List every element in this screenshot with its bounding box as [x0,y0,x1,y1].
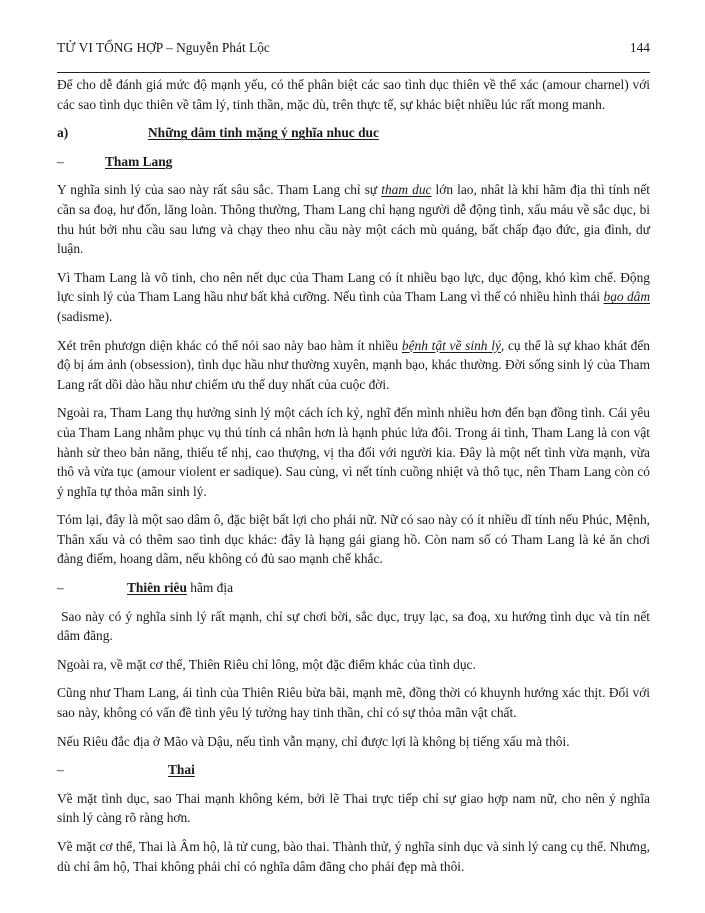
intro-paragraph: Để cho dễ đánh giá mức độ mạnh yếu, có thể phân biệt các sao tình dục thiên về thể xác (amour charnel) với các sao tình dục thiên về tâm lý, tinh thần, mặc dù, trên thực tế, sự khác biệt nhiều lúc rất mong manh. [57,77,650,112]
tham-lang-paragraph-5: Tóm lại, đây là một sao dâm ô, đặc biệt bất lợi cho phái nữ. Nữ có sao này có ít nhiều dĩ tính nếu Phúc, Mệnh, Thân xấu và có thêm sao tình dục khác: đây là hạng gái giang hồ. Còn nam số có Tham Lang là kẻ ăn chơi đàng điếm, hoang dâm, nếu không có đủ sao mạnh chế khắc. [57,512,650,567]
section-title: Những dâm tinh mặng ý nghĩa nhuc duc [148,125,379,141]
thien-rieu-heading [57,578,650,598]
thien-rieu-paragraph-4: Nếu Riêu đắc địa ở Mão và Dậu, nếu tình vẫn mạny, chỉ được lợi là không bị tiếng xấu mà thôi. [57,733,570,749]
subsection-title: Thai [168,762,195,778]
bullet-dash: – [57,762,64,778]
bullet-dash: – [57,580,64,596]
text-run: Y nghĩa sinh lý của sao này rất sâu sắc. Tham Lang chỉ sự [57,182,382,198]
thien-rieu-paragraph-1: Sao này có ý nghĩa sinh lý rất mạnh, chỉ sự chơi bời, sắc dục, trụy lạc, sa đoạ, xu hướng tình dục và tín nết dâm đãng. [57,608,654,644]
tham-lang-paragraph-1 [57,180,650,258]
emphasis: tham duc [381,182,432,198]
emphasis: bệnh tật về sinh lý [401,337,501,353]
subsection-title: Thiên riêu [127,580,187,596]
tham-lang-paragraph-3 [57,336,650,395]
tham-lang-heading [57,152,650,172]
text-run: Xét trên phươgn diện khác có thể nói sao này bao hàm ít nhiều [57,337,402,353]
thai-heading [57,760,650,780]
emphasis: bạo dâm [603,289,650,305]
page-body [57,75,654,885]
text-run: (sadisme). [57,308,113,324]
running-title: TỬ VI TỔNG HỢP – Nguyễn Phát Lộc [57,40,270,55]
section-a-heading [57,123,650,143]
header-rule [57,72,650,73]
section-marker: a) [57,125,69,141]
text-run: lớn lao, nhât là khi hãm địa thì tính nết cần sa đoạ, hư đốn, lăng loàn. Thông thường, Tham Lang chỉ hạng người dễ động tình, xấu máu về sắc dục, bi thu hút bởi nhu cầu sau lưng và chạy theo nhu cầu này một cách mù quáng, bất chấp đạo đức, gia đình, dư luận. [57,182,651,257]
thien-rieu-paragraph-2: Ngoài ra, về mặt cơ thể, Thiên Riêu chỉ lông, một đặc điểm khác của tình dục. [57,656,476,672]
text-run: , cụ thể là sự khao khát đến độ bị ám ảnh (obsession), tình dục hầu như thường xuyên, mạnh bạo, khác thường. Đời sống sinh lý của Tham Lang rất dồi dào hầu như chiếm ưu thế duy nhất của cuộc đời. [57,337,650,392]
text-run: Vì Tham Lang là võ tinh, cho nên nết dục của Tham Lang có ít nhiều bạo lực, dục động, khó kìm chế. Động lực sinh lý của Tham Lang hầu như bất khả cưỡng. Nếu tình của Tham Lang vì thế có nhiều hình thái [57,269,650,305]
thai-paragraph-2: Về mặt cơ thể, Thai là Âm hộ, là tử cung, bào thai. Thành thử, ý nghĩa sinh dục và sinh lý cang cụ thể. Nhưng, dù chỉ âm hộ, Thai không phải chỉ có nghĩa dâm đãng cho phái đẹp mà thôi. [57,839,650,874]
page-header [57,40,650,60]
page-number: 144 [629,40,650,55]
tham-lang-paragraph-2 [57,268,650,327]
tham-lang-paragraph-4: Ngoài ra, Tham Lang thụ hưởng sinh lý một cách ích kỷ, nghĩ đến mình nhiều hơn đến bạn đồng tình. Cái yêu của Tham Lang nhằm phục vụ thú tính cá nhân hơn là hạnh phúc lứa đôi. Trong ái tình, Tham Lang là con vật hành sử theo bản năng, thiếu tế nhị, cao thượng, vị tha đối với người kia. Đây là một nết tình vừa mạnh, vừa thô và vừa tục (amour violent er sadique). Sau cùng, vì nết tính cuồng nhiệt và thô tục, nên Tham Lang còn có ý nghĩa tự thỏa mãn sinh lý. [57,405,650,499]
subsection-suffix: hãm địa [186,580,234,596]
thai-paragraph-1: Về mặt tình dục, sao Thai mạnh không kém, bởi lẽ Thai trực tiếp chỉ sự giao hợp nam nữ, cho nên ý nghĩa sinh lý càng rõ ràng hơn. [57,790,650,826]
thien-rieu-paragraph-3: Cũng như Tham Lang, ái tình của Thiên Riêu bừa bãi, mạnh mẽ, đồng thời có khuynh hướng xác thịt. Đối với sao này, không có vấn đề tình yêu lý tưởng hay tinh thần, chỉ có sự thỏa mãn vật chất. [57,685,650,721]
bullet-dash: – [57,153,64,169]
subsection-title: Tham Lang [105,153,173,169]
